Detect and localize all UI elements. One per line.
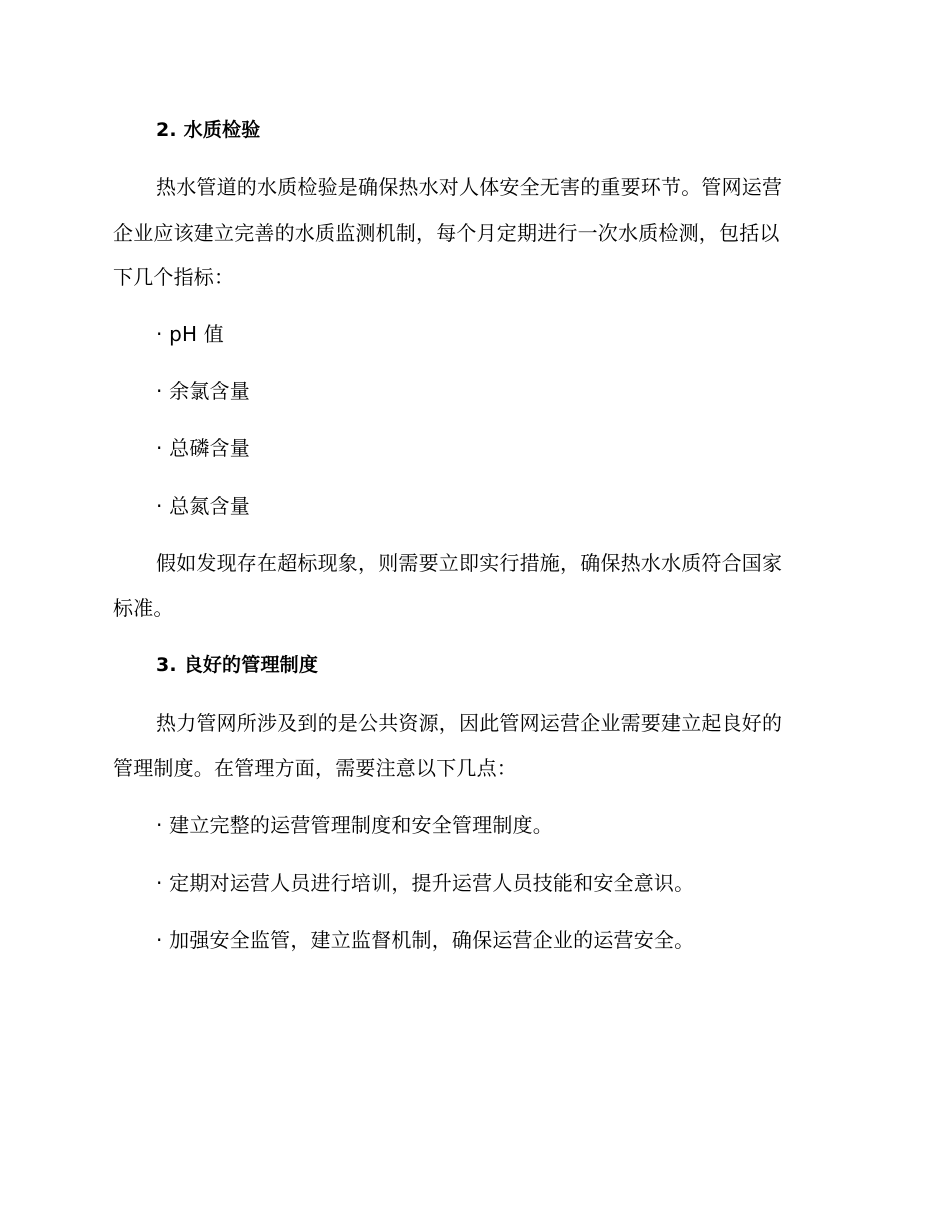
paragraph-line: 企业应该建立完善的水质监测机制，每个月定期进行一次水质检测，包括以 [113,221,780,245]
paragraph-line: 下几个指标： [113,265,235,289]
paragraph-line: 热力管网所涉及到的是公共资源，因此管网运营企业需要建立起良好的 [156,711,783,735]
list-item-training: · 定期对运营人员进行培训，提升运营人员技能和安全意识。 [156,871,695,895]
paragraph-line: 管理制度。在管理方面，需要注意以下几点： [113,756,517,780]
list-item-supervision: · 加强安全监管，建立监督机制，确保运营企业的运营安全。 [156,928,695,952]
paragraph-line: 标准。 [113,596,174,620]
paragraph-line: 假如发现存在超标现象，则需要立即实行措施，确保热水水质符合国家 [156,551,783,575]
section-heading-water-quality: 2. 水质检验 [156,119,261,141]
list-item-residual-chlorine: · 余氯含量 [156,379,250,403]
list-item-total-nitrogen: · 总氮含量 [156,494,250,518]
list-item-total-phosphorus: · 总磷含量 [156,436,250,460]
paragraph-line: 热水管道的水质检验是确保热水对人体安全无害的重要环节。管网运营 [156,175,783,199]
list-item-ph: · pH 值 [156,322,225,346]
section-heading-management: 3. 良好的管理制度 [156,654,319,676]
list-item-management-system: · 建立完整的运营管理制度和安全管理制度。 [156,813,553,837]
